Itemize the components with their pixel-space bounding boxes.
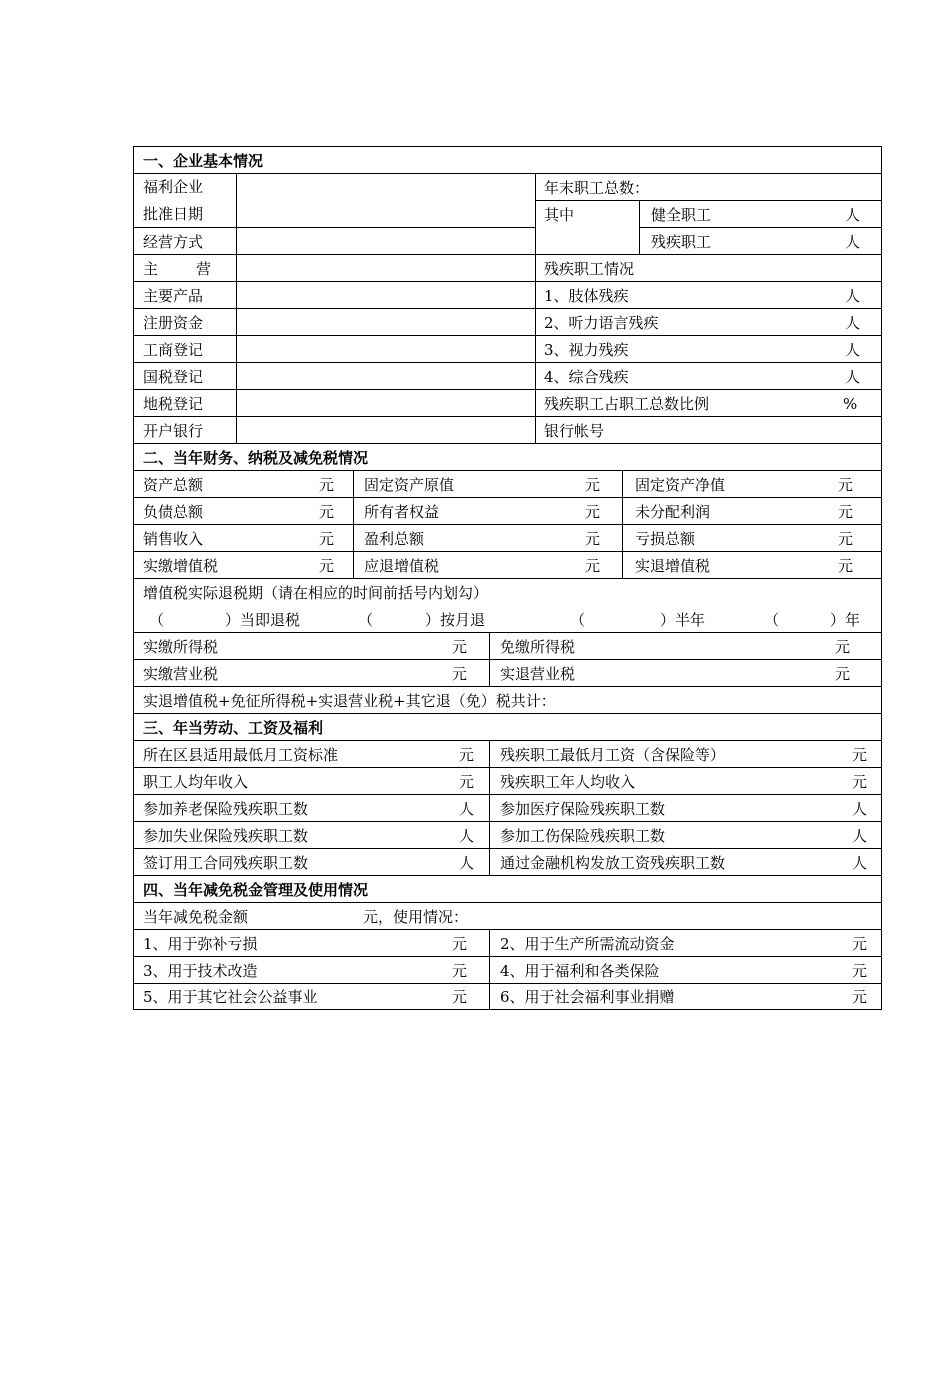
use4-unit: 元 bbox=[852, 962, 868, 980]
medical-label: 参加医疗保险残疾职工数 bbox=[500, 800, 666, 818]
refund-option-immediate[interactable]: ）当即退税 bbox=[225, 611, 301, 629]
avg-income-unit: 元 bbox=[459, 773, 475, 791]
limb-disability-label: 1、肢体残疾 bbox=[544, 287, 629, 305]
vat-refunded-label: 实退增值税 bbox=[635, 557, 711, 575]
hearing-disability-label: 2、听力语言残疾 bbox=[544, 314, 659, 332]
bank-pay-unit: 人 bbox=[852, 854, 868, 872]
dis-min-wage-unit: 元 bbox=[852, 746, 868, 764]
avg-income-label: 职工人均年收入 bbox=[143, 773, 249, 791]
vat-paid-unit: 元 bbox=[319, 557, 335, 575]
pension-unit: 人 bbox=[459, 800, 475, 818]
products-field[interactable] bbox=[237, 282, 536, 309]
use2-unit: 元 bbox=[852, 935, 868, 953]
vision-disability-label: 3、视力残疾 bbox=[544, 341, 629, 359]
dis-avg-income-label: 残疾职工年人均收入 bbox=[500, 773, 636, 791]
medical-unit: 人 bbox=[852, 800, 868, 818]
hearing-disability-unit: 人 bbox=[845, 314, 861, 332]
reduction-amount-label: 当年减免税金额 bbox=[143, 908, 249, 926]
equity-unit: 元 bbox=[585, 503, 601, 521]
section4-title: 四、当年减免税金管理及使用情况 bbox=[143, 881, 369, 899]
contract-label: 签订用工合同残疾职工数 bbox=[143, 854, 309, 872]
min-wage-label: 所在区县适用最低月工资标准 bbox=[143, 746, 339, 764]
disabled-staff-label: 残疾职工 bbox=[651, 233, 712, 251]
sales-label: 销售收入 bbox=[143, 530, 204, 548]
use1-label: 1、用于弥补亏损 bbox=[143, 935, 258, 953]
total-debt-label: 负债总额 bbox=[143, 503, 204, 521]
total-staff-label: 年末职工总数： bbox=[544, 179, 650, 197]
enterprise-report-form bbox=[133, 146, 882, 1010]
business-tax-paid-unit: 元 bbox=[452, 665, 468, 683]
contract-unit: 人 bbox=[459, 854, 475, 872]
among-label: 其中 bbox=[544, 206, 575, 224]
refund-option-immediate-open[interactable]: （ bbox=[149, 611, 165, 629]
mode-field[interactable] bbox=[237, 228, 536, 255]
biz-reg-label: 工商登记 bbox=[143, 341, 204, 359]
healthy-staff-unit: 人 bbox=[845, 206, 861, 224]
biz-reg-field[interactable] bbox=[237, 336, 536, 363]
capital-label: 注册资金 bbox=[143, 314, 204, 332]
capital-field[interactable] bbox=[237, 309, 536, 336]
dis-avg-income-unit: 元 bbox=[852, 773, 868, 791]
section1-title: 一、企业基本情况 bbox=[143, 152, 264, 170]
section3-title: 三、年当劳动、工资及福利 bbox=[143, 719, 324, 737]
equity-label: 所有者权益 bbox=[364, 503, 440, 521]
vision-disability-unit: 人 bbox=[845, 341, 861, 359]
welfare-label-line1: 福利企业 bbox=[143, 178, 204, 196]
vat-refunded-unit: 元 bbox=[838, 557, 854, 575]
welfare-date-field[interactable] bbox=[237, 174, 536, 228]
injury-unit: 人 bbox=[852, 827, 868, 845]
fixed-orig-label: 固定资产原值 bbox=[364, 476, 455, 494]
sales-unit: 元 bbox=[319, 530, 335, 548]
use6-unit: 元 bbox=[852, 988, 868, 1006]
undistributed-unit: 元 bbox=[838, 503, 854, 521]
refund-option-halfyear-open[interactable]: （ bbox=[570, 611, 586, 629]
loss-label: 亏损总额 bbox=[635, 530, 696, 548]
main-business-label-b: 营 bbox=[196, 260, 212, 278]
profit-label: 盈利总额 bbox=[364, 530, 425, 548]
vat-due-label: 应退增值税 bbox=[364, 557, 440, 575]
income-tax-exempt-label: 免缴所得税 bbox=[500, 638, 576, 656]
total-assets-unit: 元 bbox=[319, 476, 335, 494]
business-tax-paid-label: 实缴营业税 bbox=[143, 665, 219, 683]
use1-unit: 元 bbox=[452, 935, 468, 953]
bank-pay-label: 通过金融机构发放工资残疾职工数 bbox=[500, 854, 726, 872]
welfare-label-line2: 批准日期 bbox=[143, 205, 204, 223]
business-tax-refunded-label: 实退营业税 bbox=[500, 665, 576, 683]
business-tax-refunded-unit: 元 bbox=[835, 665, 851, 683]
income-tax-paid-label: 实缴所得税 bbox=[143, 638, 219, 656]
pension-label: 参加养老保险残疾职工数 bbox=[143, 800, 309, 818]
healthy-staff-label: 健全职工 bbox=[651, 206, 712, 224]
disabled-ratio-unit: % bbox=[843, 395, 858, 413]
mode-label: 经营方式 bbox=[143, 233, 204, 251]
vat-due-unit: 元 bbox=[585, 557, 601, 575]
fixed-net-label: 固定资产净值 bbox=[635, 476, 726, 494]
use5-label: 5、用于其它社会公益事业 bbox=[143, 988, 318, 1006]
injury-label: 参加工伤保险残疾职工数 bbox=[500, 827, 666, 845]
combined-disability-label: 4、综合残疾 bbox=[544, 368, 629, 386]
dis-min-wage-label: 残疾职工最低月工资（含保险等） bbox=[500, 746, 726, 764]
use5-unit: 元 bbox=[452, 988, 468, 1006]
refund-option-yearly[interactable]: ）年 bbox=[830, 611, 861, 629]
refund-period-label: 增值税实际退税期（请在相应的时间前括号内划勾） bbox=[143, 584, 489, 602]
refund-option-monthly-open[interactable]: （ bbox=[358, 611, 374, 629]
use6-label: 6、用于社会福利事业捐赠 bbox=[500, 988, 675, 1006]
refund-option-monthly[interactable]: ）按月退 bbox=[425, 611, 486, 629]
min-wage-unit: 元 bbox=[459, 746, 475, 764]
vat-paid-label: 实缴增值税 bbox=[143, 557, 219, 575]
nat-tax-field[interactable] bbox=[237, 363, 536, 390]
total-refund-label: 实退增值税+免征所得税+实退营业税+其它退（免）税共计： bbox=[143, 692, 556, 710]
disabled-ratio-label: 残疾职工占职工总数比例 bbox=[544, 395, 710, 413]
unemployment-label: 参加失业保险残疾职工数 bbox=[143, 827, 309, 845]
section2-title: 二、当年财务、纳税及减免税情况 bbox=[143, 449, 369, 467]
refund-option-yearly-open[interactable]: （ bbox=[764, 611, 780, 629]
disabled-staff-unit: 人 bbox=[845, 233, 861, 251]
products-label: 主要产品 bbox=[143, 287, 204, 305]
combined-disability-unit: 人 bbox=[845, 368, 861, 386]
reduction-usage-label: 元，使用情况： bbox=[363, 908, 469, 926]
disabled-status-label: 残疾职工情况 bbox=[544, 260, 635, 278]
local-tax-field[interactable] bbox=[237, 390, 536, 417]
nat-tax-label: 国税登记 bbox=[143, 368, 204, 386]
bank-account-label: 银行帐号 bbox=[544, 422, 605, 440]
profit-unit: 元 bbox=[585, 530, 601, 548]
bank-field[interactable] bbox=[237, 417, 536, 444]
loss-unit: 元 bbox=[838, 530, 854, 548]
undistributed-label: 未分配利润 bbox=[635, 503, 711, 521]
main-business-field[interactable] bbox=[237, 255, 536, 282]
fixed-orig-unit: 元 bbox=[585, 476, 601, 494]
limb-disability-unit: 人 bbox=[845, 287, 861, 305]
bank-label: 开户银行 bbox=[143, 422, 204, 440]
income-tax-paid-unit: 元 bbox=[452, 638, 468, 656]
income-tax-exempt-unit: 元 bbox=[835, 638, 851, 656]
unemployment-unit: 人 bbox=[459, 827, 475, 845]
total-debt-unit: 元 bbox=[319, 503, 335, 521]
main-business-label-a: 主 bbox=[143, 260, 159, 278]
refund-option-halfyear[interactable]: ）半年 bbox=[660, 611, 706, 629]
total-assets-label: 资产总额 bbox=[143, 476, 204, 494]
use4-label: 4、用于福利和各类保险 bbox=[500, 962, 660, 980]
fixed-net-unit: 元 bbox=[838, 476, 854, 494]
use3-label: 3、用于技术改造 bbox=[143, 962, 258, 980]
local-tax-label: 地税登记 bbox=[143, 395, 204, 413]
use3-unit: 元 bbox=[452, 962, 468, 980]
use2-label: 2、用于生产所需流动资金 bbox=[500, 935, 675, 953]
